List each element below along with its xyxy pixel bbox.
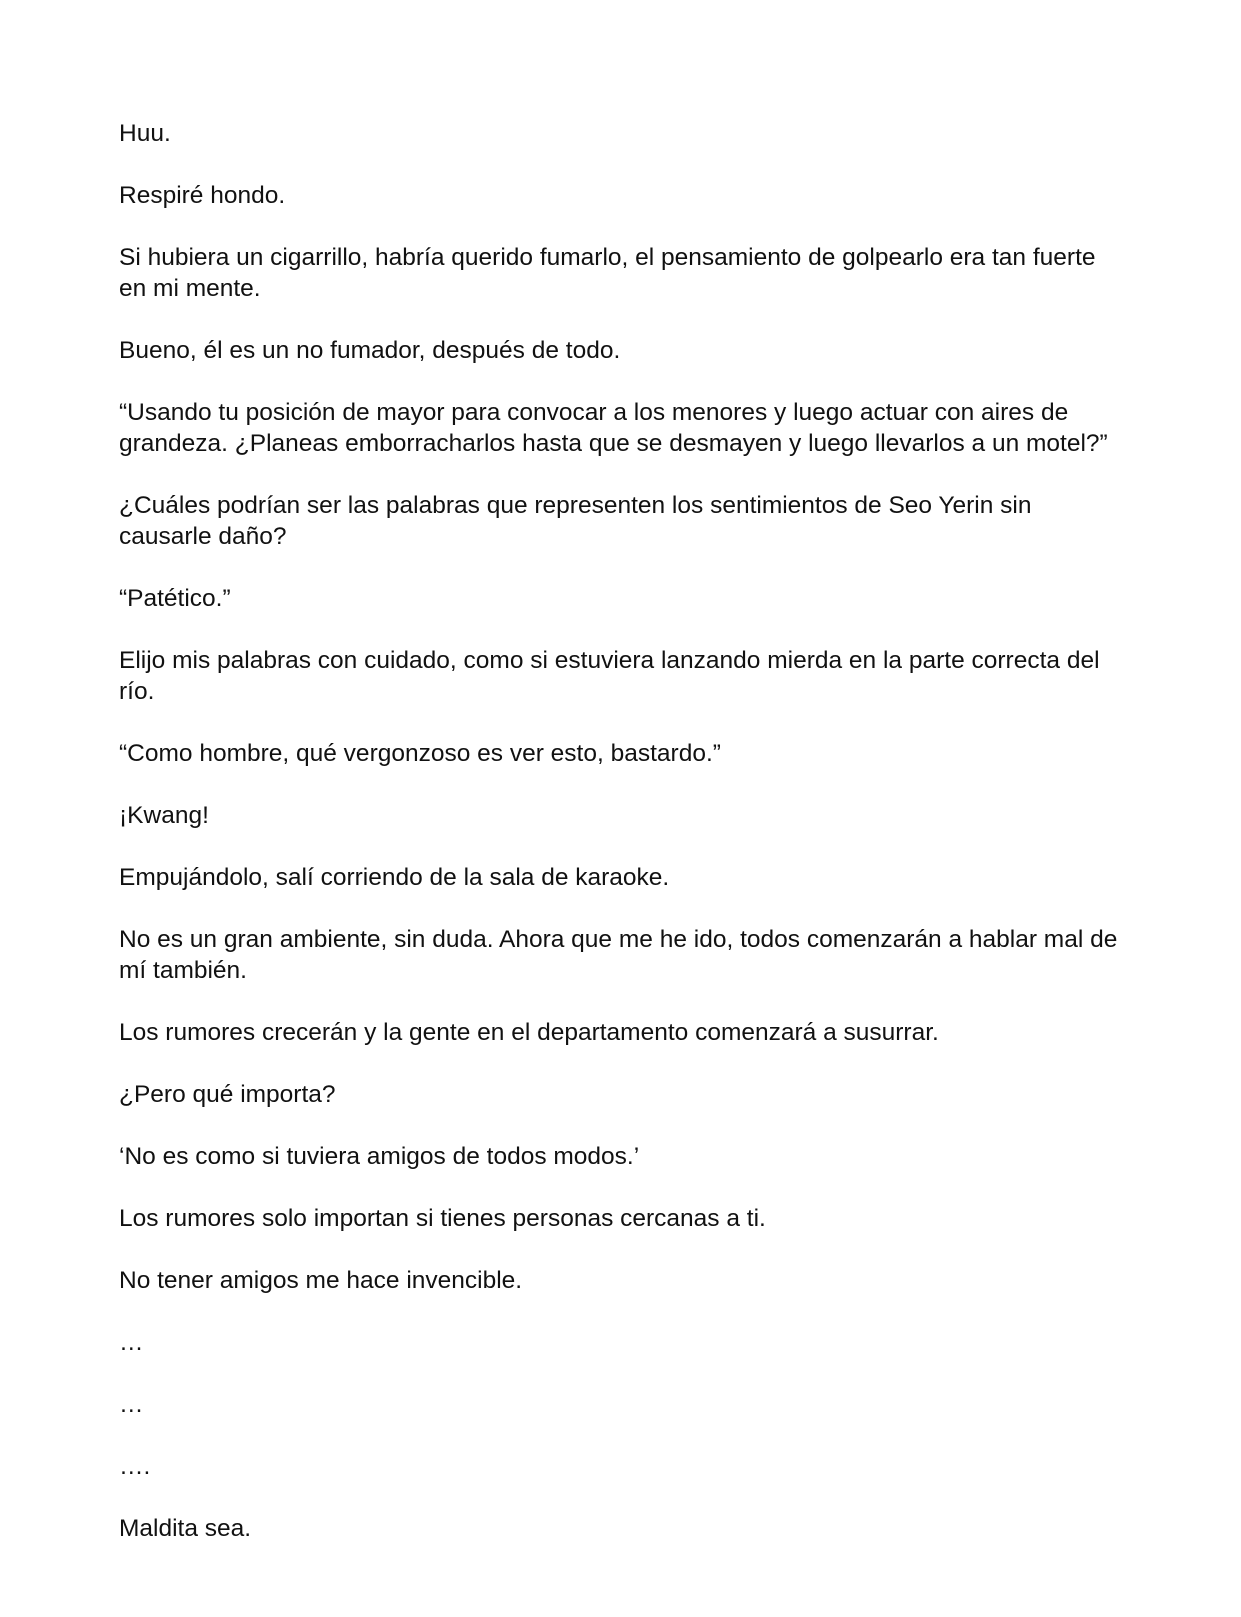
paragraph: Los rumores solo importan si tienes personas cercanas a ti. [119, 1205, 766, 1232]
paragraph: Elijo mis palabras con cuidado, como si estuviera lanzando mierda en la parte correcta del río. [119, 647, 1100, 705]
paragraph: “Patético.” [119, 585, 231, 612]
paragraph: No tener amigos me hace invencible. [119, 1267, 523, 1294]
paragraph: …. [119, 1453, 151, 1480]
paragraph: ‘No es como si tuviera amigos de todos modos.’ [119, 1143, 640, 1170]
paragraph: Bueno, él es un no fumador, después de todo. [119, 337, 621, 364]
paragraph: Huu. [119, 120, 171, 147]
paragraph: … [119, 1329, 144, 1356]
document-body [119, 118, 1129, 1575]
paragraph: ¡Kwang! [119, 802, 209, 829]
paragraph: ¿Cuáles podrían ser las palabras que representen los sentimientos de Seo Yerin sin causarle daño? [119, 492, 1032, 550]
paragraph: Respiré hondo. [119, 182, 286, 209]
paragraph: No es un gran ambiente, sin duda. Ahora que me he ido, todos comenzarán a hablar mal de mí también. [119, 926, 1118, 984]
paragraph: “Usando tu posición de mayor para convocar a los menores y luego actuar con aires de grandeza. ¿Planeas emborracharlos hasta que se desmayen y luego llevarlos a un motel?” [119, 399, 1108, 457]
paragraph: ¿Pero qué importa? [119, 1081, 336, 1108]
paragraph: Empujándolo, salí corriendo de la sala de karaoke. [119, 864, 670, 891]
paragraph: Los rumores crecerán y la gente en el departamento comenzará a susurrar. [119, 1019, 939, 1046]
paragraph: Si hubiera un cigarrillo, habría querido fumarlo, el pensamiento de golpearlo era tan fuerte en mi mente. [119, 244, 1096, 302]
paragraph: Maldita sea. [119, 1515, 252, 1542]
paragraph: “Como hombre, qué vergonzoso es ver esto, bastardo.” [119, 740, 721, 767]
paragraph: … [119, 1391, 144, 1418]
